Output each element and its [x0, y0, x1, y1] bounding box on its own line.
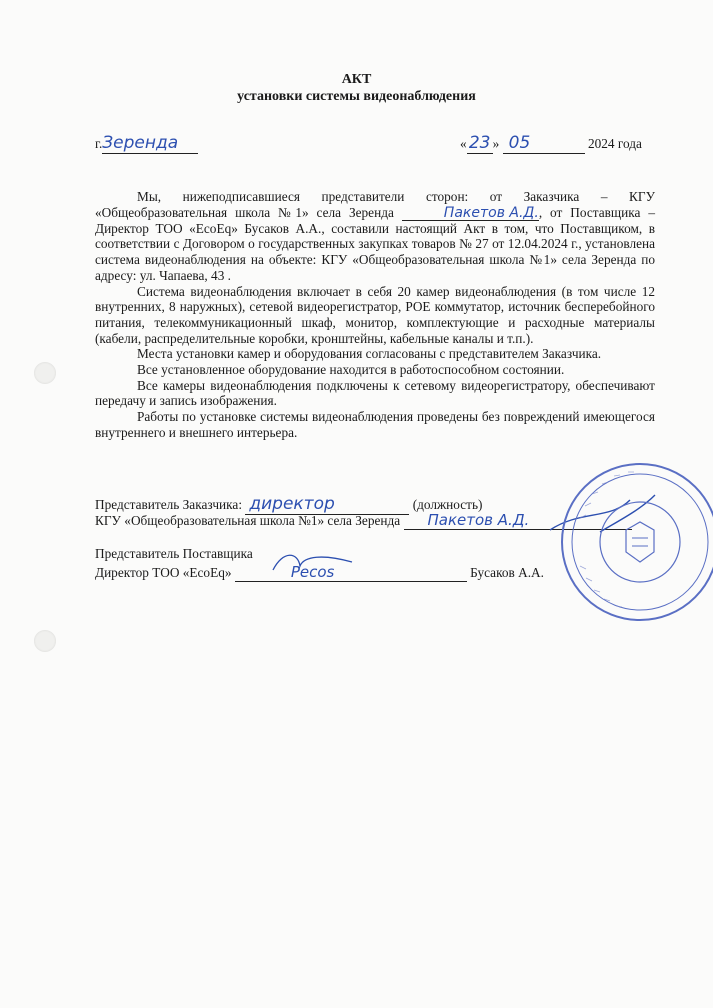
- date-line: [460, 133, 642, 154]
- p1-text-b: , от Поставщика – Директор ТОО «EcoEq» Бусаков А.А., составили настоящий Акт в том, что Поставщиком, в соответствии с Договором о государственных закупках товаров № 27 от 12.04.2024 г., установлена система видеонаблюдения на объекте: КГУ «Общеобразовательная школа №1» села Зеренда по адресу: ул. Чапаева, 43 .: [95, 204, 655, 283]
- paragraph-locations: Места установки камер и оборудования согласованы с представителем Заказчика.: [137, 346, 602, 362]
- supplier-signature: Pecos: [235, 563, 467, 582]
- supplier-name: Бусаков А.А.: [470, 565, 544, 580]
- position-hint: (должность): [412, 497, 483, 512]
- quote-open: «: [460, 136, 467, 151]
- supplier-label: Представитель Поставщика: [95, 546, 253, 561]
- city-prefix: г.: [95, 136, 103, 151]
- customer-org: КГУ «Общеобразовательная школа №1» села Зеренда: [95, 513, 401, 528]
- punch-hole: [34, 630, 56, 652]
- customer-position-handwritten: директор: [245, 494, 409, 515]
- supplier-role: Директор ТОО «EcoEq»: [95, 565, 232, 580]
- document-title: АКТ: [341, 72, 372, 87]
- paragraph-connected: Все камеры видеонаблюдения подключены к сетевому видеорегистратору, обеспечивают передачу и запись изображения.: [95, 377, 655, 409]
- day-handwritten: 23: [467, 133, 493, 154]
- city-handwritten: Зеренда: [102, 133, 198, 154]
- punch-hole: [34, 362, 56, 384]
- paragraph-parties: [95, 189, 655, 284]
- document-subtitle: установки системы видеонаблюдения: [237, 89, 476, 104]
- paragraph-working: Все установленное оборудование находится в работоспособном состоянии.: [137, 362, 565, 378]
- month-handwritten: 05: [503, 133, 585, 154]
- year-text: 2024 года: [587, 136, 642, 151]
- customer-rep-signature-inline: Пакетов А.Д.: [402, 206, 539, 221]
- act-body: [95, 189, 655, 441]
- p1-text-a: Мы, нижеподписавшиеся представители сторон: от Заказчика – КГУ «Общеобразовательная школа №1» села Зеренда: [95, 189, 655, 220]
- paragraph-no-damage: Работы по установке системы видеонаблюдения проведены без повреждений имеющегося внутреннего и внешнего интерьера.: [95, 409, 655, 440]
- customer-label: Представитель Заказчика:: [95, 497, 243, 512]
- quote-close: »: [492, 136, 500, 151]
- stamp-seal-icon: [540, 458, 713, 628]
- supplier-flourish-icon: [268, 548, 358, 578]
- customer-signature: Пакетов А.Д.: [404, 511, 632, 530]
- paragraph-equipment: Система видеонаблюдения включает в себя 20 камер видеонаблюдения (в том числе 12 внутренних, 8 наружных), сетевой видеорегистратор, POE коммутатор, источник бесперебойного питания, телекоммуникационный шкаф, монитор, комплектующие и расходные материалы (кабели, распределительные коробки, кронштейны, кабельные каналы и т.п.).: [95, 283, 655, 346]
- place-line: [95, 133, 198, 154]
